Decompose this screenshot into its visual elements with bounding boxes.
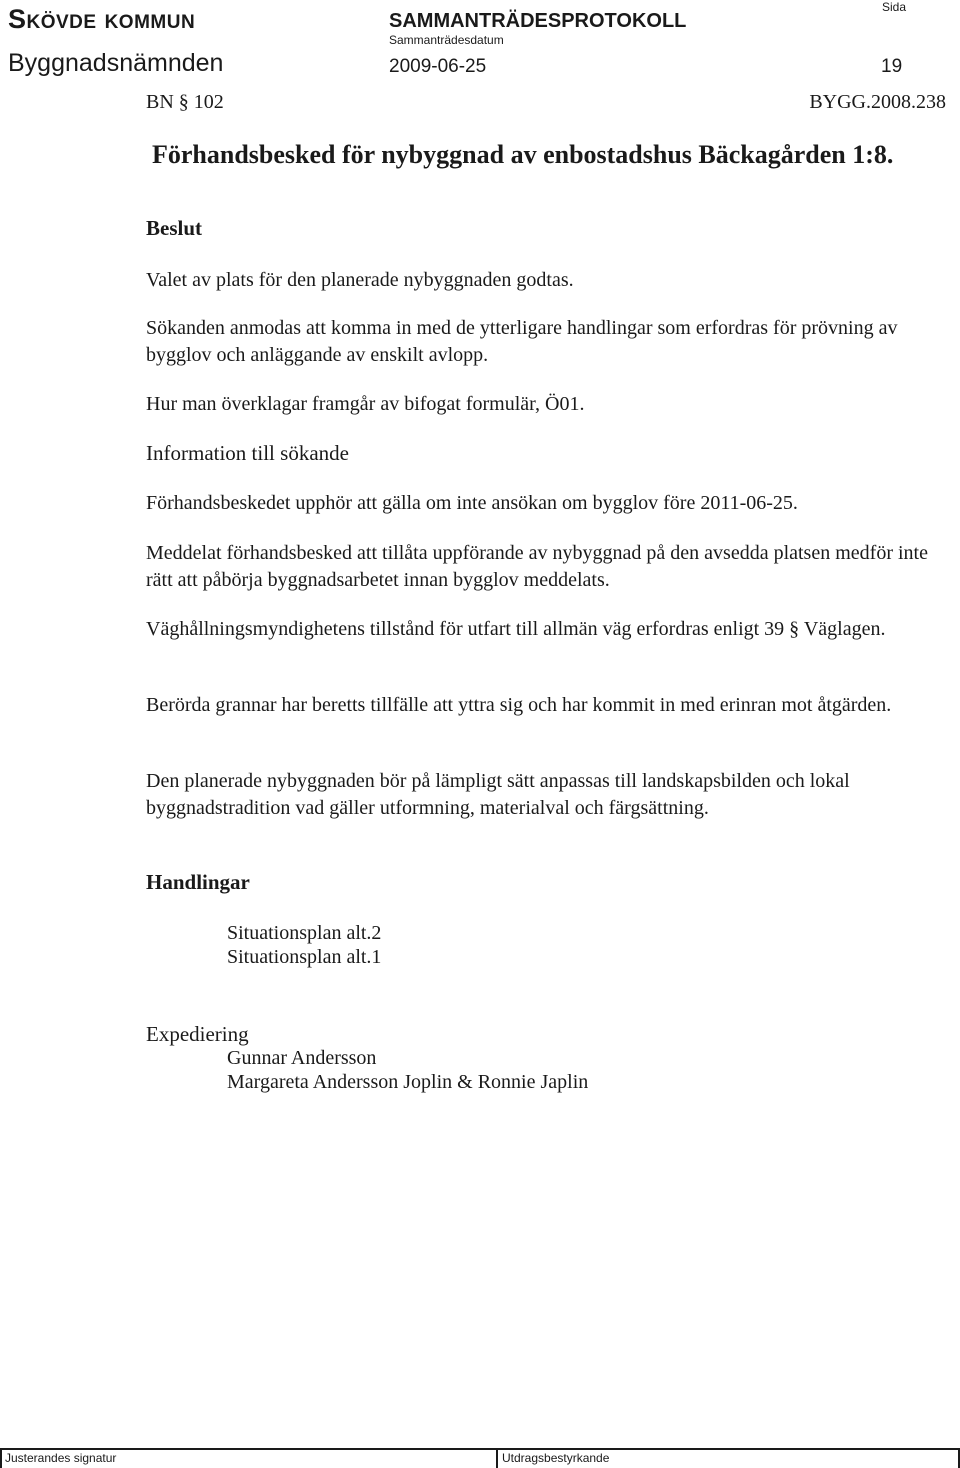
document-list-item: Situationsplan alt.1 [227,946,382,968]
recipient-list-item: Margareta Andersson Joplin & Ronnie Japlin [227,1071,589,1093]
protocol-title: SAMMANTRÄDESPROTOKOLL [389,10,687,32]
footer-mid-border [496,1448,498,1468]
org-logo-text: Skövde kommun [8,4,196,34]
page-number: 19 [881,56,903,77]
signature-field-label: Justerandes signatur [5,1451,117,1465]
beslut-paragraph: Valet av plats för den planerade nybyggnaden godtas. [146,269,574,291]
case-paragraph-number: BN § 102 [146,91,224,113]
information-paragraph: Den planerade nybyggnaden bör på lämpligt sätt anpassas till landskapsbilden och lokal byggnadstradition vad gäller utformning, materialval och färgsättning. [146,770,850,819]
case-reference: BYGG.2008.238 [809,91,946,113]
section-heading-information: Information till sökande [146,441,349,465]
certification-field-label: Utdragsbestyrkande [502,1451,610,1465]
beslut-paragraph: Sökanden anmodas att komma in med de ytterligare handlingar som erfordras för prövning av bygglov och anläggande av enskilt avlopp. [146,317,898,366]
committee-name: Byggnadsnämnden [8,49,224,77]
document-list-item: Situationsplan alt.2 [227,922,382,944]
recipient-list-item: Gunnar Andersson [227,1047,377,1069]
information-paragraph: Berörda grannar har beretts tillfälle att yttra sig och har kommit in med erinran mot åtgärden. [146,694,892,716]
information-paragraph: Meddelat förhandsbesked att tillåta uppförande av nybyggnad på den avsedda platsen medför inte rätt att påbörja byggnadsarbetet innan bygglov meddelats. [146,542,928,591]
section-heading-expediering: Expediering [146,1022,249,1046]
meeting-date-label: Sammanträdesdatum [389,33,504,47]
page-label: Sida [882,0,907,14]
document-title: Förhandsbesked för nybyggnad av enbostadshus Bäckagården 1:8. [152,140,894,169]
footer-left-border [0,1448,2,1468]
section-heading-beslut: Beslut [146,216,203,240]
section-heading-handlingar: Handlingar [146,870,250,894]
information-paragraph: Förhandsbeskedet upphör att gälla om inte ansökan om bygglov före 2011-06-25. [146,492,798,514]
information-paragraph: Väghållningsmyndighetens tillstånd för utfart till allmän väg erfordras enligt 39 § Väglagen. [146,618,886,640]
footer-divider [0,1448,960,1450]
beslut-paragraph: Hur man överklagar framgår av bifogat formulär, Ö01. [146,393,585,415]
meeting-date: 2009-06-25 [389,56,487,77]
